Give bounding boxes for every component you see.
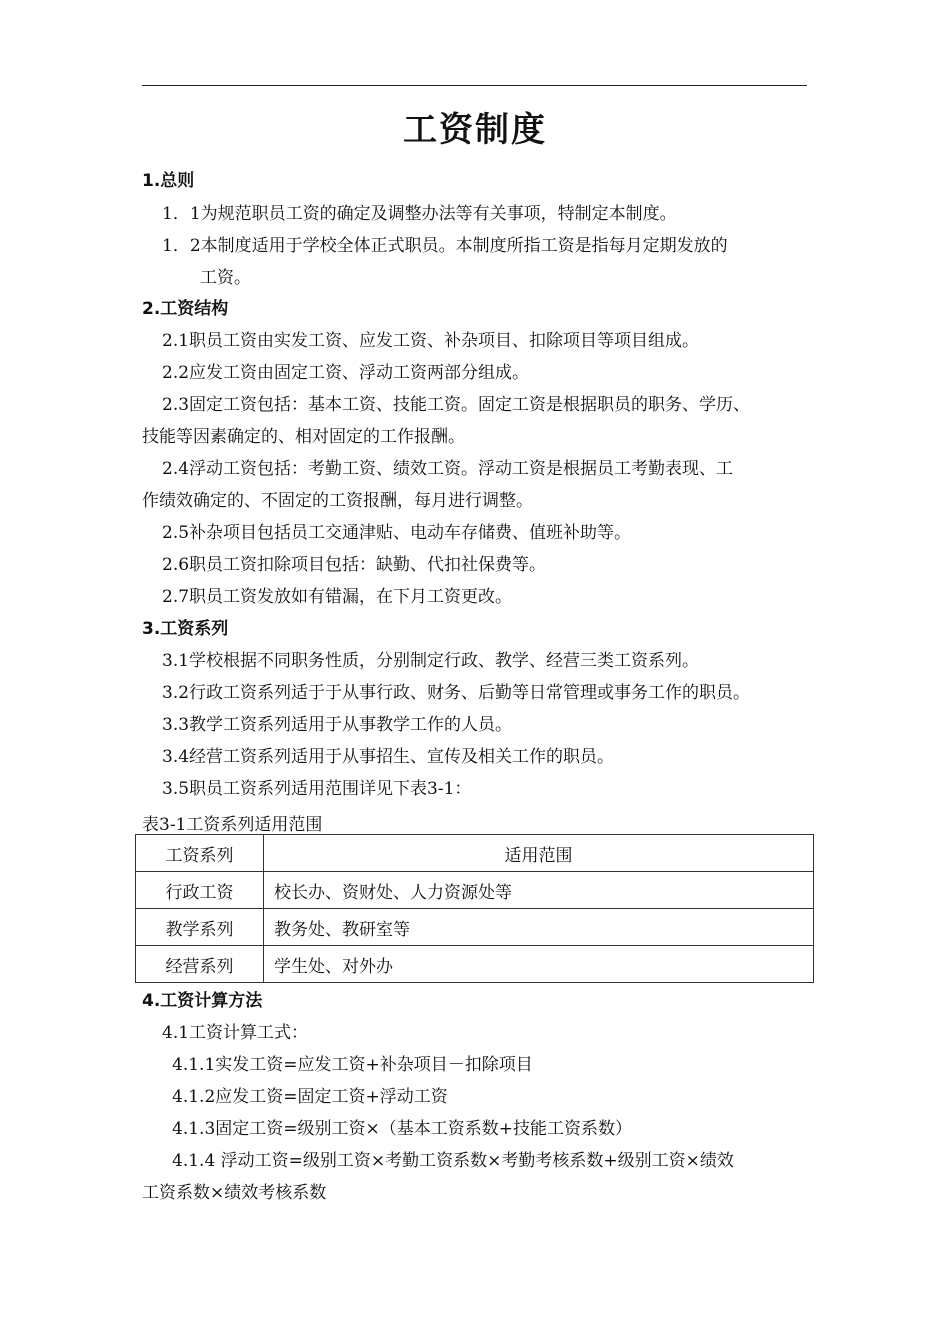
paragraph-2-5: 2.5补杂项目包括员工交通津贴、电动车存储费、值班补助等。 <box>162 523 632 543</box>
formula-4-1-4-cont: 工资系数×绩效考核系数 <box>142 1183 327 1203</box>
table-cell-scope: 校长办、资财处、人力资源处等 <box>264 872 814 909</box>
table-caption: 表3-1工资系列适用范围 <box>142 815 323 835</box>
paragraph-2-3-cont: 技能等因素确定的、相对固定的工作报酬。 <box>142 427 465 447</box>
formula-4-1-1: 4.1.1实发工资=应发工资+补杂项目－扣除项目 <box>172 1055 533 1075</box>
paragraph-3-5: 3.5职员工资系列适用范围详见下表3-1： <box>162 779 472 799</box>
section-heading-4: 4.工资计算方法 <box>142 991 263 1011</box>
page-title: 工资制度 <box>403 110 547 150</box>
table-cell-scope: 学生处、对外办 <box>264 946 814 983</box>
table-cell-series: 经营系列 <box>136 946 264 983</box>
table-row <box>136 946 814 983</box>
paragraph-2-6: 2.6职员工资扣除项目包括：缺勤、代扣社保费等。 <box>162 555 547 575</box>
paragraph-4-1: 4.1工资计算工式： <box>162 1023 309 1043</box>
paragraph-3-2: 3.2行政工资系列适于于从事行政、财务、后勤等日常管理或事务工作的职员。 <box>162 683 751 703</box>
section-heading-1: 1.总则 <box>142 171 195 191</box>
paragraph-2-2: 2.2应发工资由固定工资、浮动工资两部分组成。 <box>162 363 530 383</box>
table-cell-scope: 教务处、教研室等 <box>264 909 814 946</box>
paragraph-1-2: 1．2本制度适用于学校全体正式职员。本制度所指工资是指每月定期发放的 <box>162 236 728 256</box>
table-cell-series: 行政工资 <box>136 872 264 909</box>
formula-4-1-3: 4.1.3固定工资=级别工资×（基本工资系数+技能工资系数） <box>172 1119 632 1139</box>
table-header-row <box>136 835 814 872</box>
salary-series-table <box>135 834 814 983</box>
section-heading-2: 2.工资结构 <box>142 299 229 319</box>
formula-4-1-4: 4.1.4 浮动工资=级别工资×考勤工资系数×考勤考核系数+级别工资×绩效 <box>172 1151 734 1171</box>
paragraph-1-2-cont: 工资。 <box>200 268 251 288</box>
paragraph-3-3: 3.3教学工资系列适用于从事教学工作的人员。 <box>162 715 513 735</box>
table-header-scope: 适用范围 <box>264 835 814 872</box>
paragraph-2-7: 2.7职员工资发放如有错漏，在下月工资更改。 <box>162 587 513 607</box>
table-row <box>136 872 814 909</box>
paragraph-2-4: 2.4浮动工资包括：考勤工资、绩效工资。浮动工资是根据员工考勤表现、工 <box>162 459 734 479</box>
paragraph-3-1: 3.1学校根据不同职务性质，分别制定行政、教学、经营三类工资系列。 <box>162 651 700 671</box>
table-row <box>136 909 814 946</box>
paragraph-1-1: 1．1为规范职员工资的确定及调整办法等有关事项，特制定本制度。 <box>162 204 677 224</box>
table-header-series: 工资系列 <box>136 835 264 872</box>
paragraph-2-4-cont: 作绩效确定的、不固定的工资报酬，每月进行调整。 <box>142 491 533 511</box>
paragraph-2-3: 2.3固定工资包括：基本工资、技能工资。固定工资是根据职员的职务、学历、 <box>162 395 751 415</box>
section-heading-3: 3.工资系列 <box>142 619 229 639</box>
table-cell-series: 教学系列 <box>136 909 264 946</box>
paragraph-2-1: 2.1职员工资由实发工资、应发工资、补杂项目、扣除项目等项目组成。 <box>162 331 700 351</box>
header-rule <box>142 85 807 86</box>
paragraph-3-4: 3.4经营工资系列适用于从事招生、宣传及相关工作的职员。 <box>162 747 615 767</box>
formula-4-1-2: 4.1.2应发工资=固定工资+浮动工资 <box>172 1087 448 1107</box>
